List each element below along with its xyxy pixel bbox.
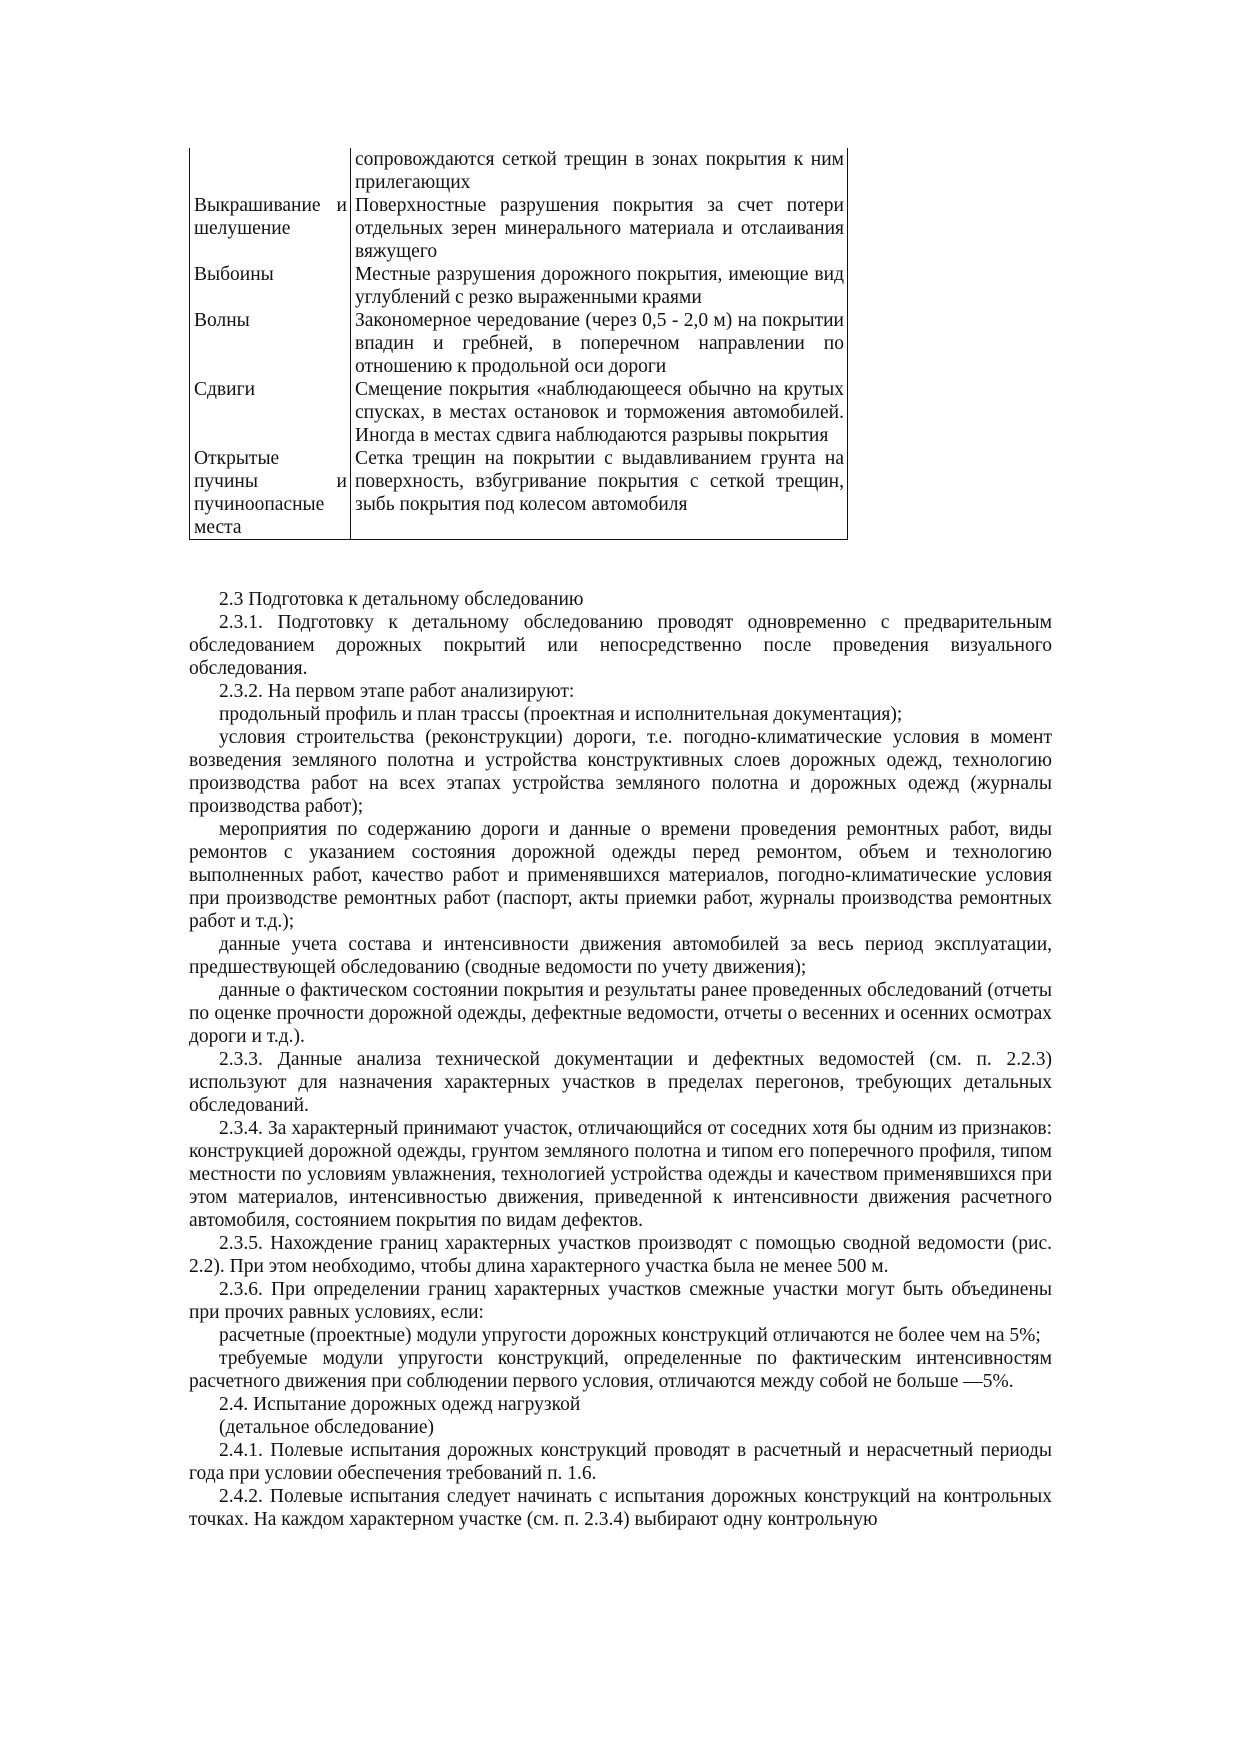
table-row [190, 447, 848, 540]
paragraph: 2.4.2. Полевые испытания следует начинать с испытания дорожных конструкций на контрольных точках. На каждом характерном участке (см. п. 2.3.4) выбирают одну контрольную [189, 1486, 1052, 1530]
paragraph: 2.3.4. За характерный принимают участок, отличающийся от соседних хотя бы одним из признаков: конструкцией дорожной одежды, грунтом земляного полотна и типом его поперечного профиля, типом местности по условиям увлажнения, технологией устройства одежды и качеством применявшихся при этом материалов, интенсивностью движения, приведенной к интенсивности движения расчетного автомобиля, состоянием покрытия по видам дефектов. [189, 1118, 1052, 1231]
defect-name-cell: Волны [190, 309, 351, 378]
section-subheading: (детальное обследование) [219, 1417, 434, 1438]
defect-name-cell: Сдвиги [190, 378, 351, 447]
list-item: расчетные (проектные) модули упругости дорожных конструкций отличаются не более чем на 5%; [219, 1325, 1041, 1346]
defect-name-cell [190, 148, 351, 194]
paragraph: 2.3.1. Подготовку к детальному обследованию проводят одновременно с предварительным обследованием дорожных покрытий или непосредственно после проведения визуального обследования. [189, 612, 1052, 679]
body-text [189, 588, 1052, 1531]
defect-name-cell: Выбоины [190, 263, 351, 309]
paragraph: 2.4.1. Полевые испытания дорожных конструкций проводят в расчетный и нерасчетный периоды года при условии обеспечения требований п. 1.6. [189, 1440, 1052, 1484]
paragraph: 2.3.3. Данные анализа технической документации и дефектных ведомостей (см. п. 2.2.3) используют для назначения характерных участков в пределах перегонов, требующих детальных обследований. [189, 1049, 1052, 1116]
list-item: продольный профиль и план трассы (проектная и исполнительная документация); [219, 704, 903, 725]
defect-name-cell: Выкрашивание и шелушение [190, 194, 351, 263]
defect-name-cell: Открытые пучины и пучиноопасные места [190, 447, 351, 540]
defect-description-cell: Закономерное чередование (через 0,5 - 2,0 м) на покрытии впадин и гребней, в поперечном направлении по отношению к продольной оси дороги [351, 309, 848, 378]
list-item: условия строительства (реконструкции) дороги, т.е. погодно-климатические условия в момент возведения земляного полотна и устройства конструктивных слоев дорожных одежд, технологию производства работ на всех этапах устройства земляного полотна и дорожных одежд (журналы производства работ); [189, 727, 1052, 817]
paragraph: 2.3.5. Нахождение границ характерных участков производят с помощью сводной ведомости (рис. 2.2). При этом необходимо, чтобы длина характерного участка была не менее 500 м. [189, 1233, 1052, 1277]
table-row [190, 378, 848, 447]
table-row [190, 263, 848, 309]
defects-table [189, 148, 848, 540]
list-item: требуемые модули упругости конструкций, определенные по фактическим интенсивностям расчетного движения при соблюдении первого условия, отличаются между собой не больше —5%. [189, 1348, 1052, 1392]
section-heading-2-4: 2.4. Испытание дорожных одежд нагрузкой [219, 1394, 581, 1415]
table-row [190, 148, 848, 194]
table-row [190, 309, 848, 378]
table-row [190, 194, 848, 263]
defect-description-cell: Смещение покрытия «наблюдающееся обычно на крутых спусках, в местах остановок и торможения автомобилей. Иногда в местах сдвига наблюдаются разрывы покрытия [351, 378, 848, 447]
paragraph: 2.3.2. На первом этапе работ анализируют: [219, 681, 575, 702]
list-item: данные о фактическом состоянии покрытия и результаты ранее проведенных обследований (отчеты по оценке прочности дорожной одежды, дефектные ведомости, отчеты о весенних и осенних осмотрах дороги и т.д.). [189, 980, 1052, 1047]
list-item: мероприятия по содержанию дороги и данные о времени проведения ремонтных работ, виды ремонтов с указанием состояния дорожной одежды перед ремонтом, объем и технологию выполненных работ, качество работ и применявшихся материалов, погодно-климатические условия при производстве ремонтных работ (паспорт, акты приемки работ, журналы производства ремонтных работ и т.д.); [189, 819, 1052, 932]
section-heading-2-3: 2.3 Подготовка к детальному обследованию [219, 589, 584, 610]
defect-description-cell: Сетка трещин на покрытии с выдавливанием грунта на поверхность, взбугривание покрытия с сеткой трещин, зыбь покрытия под колесом автомобиля [351, 447, 848, 540]
paragraph: 2.3.6. При определении границ характерных участков смежные участки могут быть объединены при прочих равных условиях, если: [189, 1279, 1052, 1323]
defect-description-cell: Местные разрушения дорожного покрытия, имеющие вид углублений с резко выраженными краями [351, 263, 848, 309]
defect-description-cell: сопровождаются сеткой трещин в зонах покрытия к ним прилегающих [351, 148, 848, 194]
defect-description-cell: Поверхностные разрушения покрытия за счет потери отдельных зерен минерального материала и отслаивания вяжущего [351, 194, 848, 263]
list-item: данные учета состава и интенсивности движения автомобилей за весь период эксплуатации, предшествующей обследованию (сводные ведомости по учету движения); [189, 934, 1052, 978]
